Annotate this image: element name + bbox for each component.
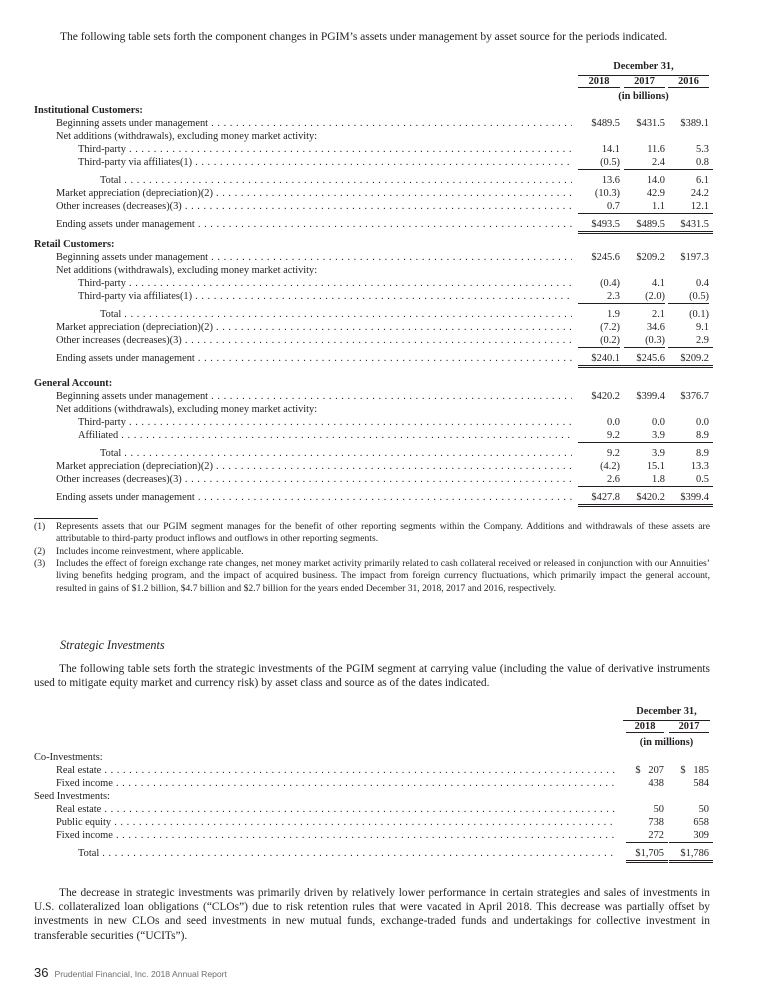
value-cell: 9.1 — [696, 322, 709, 333]
table-row: Net additions (withdrawals), excluding money market activity: — [56, 404, 318, 415]
units-label: (in billions) — [618, 91, 669, 102]
value-cell: 2.9 — [668, 334, 713, 348]
conclusion-paragraph: The decrease in strategic investments was primarily driven by relatively lower performance in certain strategies and sales of investments in U.S. collateralized loan obligations (“CLOs”) due to risk retention rules that were vacated in April 2018. This decrease was partially offset by investments in new CLOs and seed investments in new mutual funds, exchange-traded funds and undertakings for collective investment in transferable securities (“UCITs”). — [34, 887, 710, 942]
units-label: (in millions) — [639, 737, 694, 748]
value-cell: 2.3 — [578, 290, 624, 304]
value-cell: 8.9 — [696, 448, 709, 459]
value-cell: 1.8 — [624, 473, 669, 487]
ending-row: Ending assets under management . . . $427.8 $420.2 $399.4 — [0, 491, 768, 504]
total-row: Total . . . 1.9 2.1 (0.1) — [0, 308, 768, 321]
value-cell: (4.2) — [600, 461, 620, 472]
year-2017: 2017 — [624, 76, 665, 88]
strategic-header: December 31, — [636, 706, 697, 717]
value-cell: (0.2) — [578, 334, 620, 348]
table-row: Third-party via affiliates(1) . . . (0.5) 2.4 0.8 — [0, 156, 768, 169]
value-cell: 8.9 — [668, 429, 713, 443]
year-2016: 2016 — [668, 76, 709, 88]
value-cell: 2.6 — [578, 473, 624, 487]
value-cell: 42.9 — [646, 188, 665, 199]
value-cell: $489.5 — [591, 118, 620, 129]
footnote-1: (1) Represents assets that our PGIM segment manages for the benefit of other reporting segments within the Company. Additions and withdrawals of these assets are attributable to third-party product inflows and outflows in other reporting segments. — [34, 521, 710, 545]
value-cell: 0.8 — [668, 156, 713, 170]
value-cell: $376.7 — [680, 391, 709, 402]
table-row: Affiliated . . . 9.2 3.9 8.9 — [0, 429, 768, 442]
page-footer — [34, 965, 227, 980]
value-cell: 3.9 — [652, 448, 665, 459]
footer-text: Prudential Financial, Inc. 2018 Annual Report — [54, 969, 227, 979]
year-2018: 2018 — [578, 76, 620, 88]
page-number: 36 — [34, 965, 49, 980]
value-cell: (0.5) — [578, 156, 620, 170]
value-cell: $431.5 — [636, 118, 665, 129]
value-cell: 3.9 — [624, 429, 669, 443]
strategic-intro: The following table sets forth the strategic investments of the PGIM segment at carrying value (including the value of derivative instruments used to mitigate equity market and currency risk) by asset class and source as of the dates indicated. — [34, 663, 710, 690]
total-row: Total . . . 13.6 14.0 6.1 — [0, 174, 768, 187]
value-cell: $427.8 — [578, 491, 624, 507]
ending-row: Ending assets under management . . . $240.1 $245.6 $209.2 — [0, 352, 768, 365]
value-cell: 9.2 — [607, 448, 620, 459]
value-cell: $245.6 — [591, 252, 620, 263]
table-row: Net additions (withdrawals), excluding money market activity: — [56, 265, 318, 276]
value-cell: $209.2 — [668, 352, 713, 368]
value-cell: $431.5 — [668, 218, 713, 234]
seed-investments-title: Seed Investments: — [34, 791, 110, 802]
value-cell: 0.0 — [652, 417, 665, 428]
value-cell: $420.2 — [591, 391, 620, 402]
section-heading: Strategic Investments — [60, 638, 165, 652]
table-row: Market appreciation (depreciation)(2) . . . (10.3) 42.9 24.2 — [0, 187, 768, 200]
total-row: Total . . . $1,705 $1,786 — [0, 847, 768, 860]
table-row: Beginning assets under management . . . $420.2 $399.4 $376.7 — [0, 390, 768, 403]
value-cell: (10.3) — [594, 188, 620, 199]
value-cell: (7.2) — [600, 322, 620, 333]
value-cell: 14.0 — [646, 175, 665, 186]
value-cell: 13.6 — [601, 175, 620, 186]
value-cell: $209.2 — [636, 252, 665, 263]
value-cell: 9.2 — [578, 429, 624, 443]
value-cell: 12.1 — [668, 200, 713, 214]
value-cell: (0.4) — [600, 278, 620, 289]
table-row: Third-party via affiliates(1) . . . 2.3 (2.0) (0.5) — [0, 290, 768, 303]
table-row: Real estate . . . $ 207 $ 185 — [0, 764, 768, 777]
value-cell: $399.4 — [668, 491, 713, 507]
intro-text: The following table sets forth the component changes in PGIM’s assets under management by asset source for the periods indicated. — [60, 30, 668, 43]
value-cell: 34.6 — [646, 322, 665, 333]
value-cell: 2.4 — [624, 156, 669, 170]
value-cell: $389.1 — [680, 118, 709, 129]
section-title: Institutional Customers: — [34, 105, 143, 116]
value-cell: 1.1 — [624, 200, 669, 214]
value-cell: 5.3 — [696, 144, 709, 155]
value-cell: 11.6 — [647, 144, 665, 155]
year-2017: 2017 — [669, 721, 709, 733]
table-row: Public equity . . . 738 658 — [0, 816, 768, 829]
table-row: Beginning assets under management . . . $489.5 $431.5 $389.1 — [0, 117, 768, 130]
table-row: Real estate . . . 50 50 — [0, 803, 768, 816]
value-cell: 6.1 — [696, 175, 709, 186]
footnote-2: (2) Includes income reinvestment, where applicable. — [34, 546, 244, 557]
table-row: Fixed income . . . 438 584 — [0, 777, 768, 790]
value-cell: 0.0 — [696, 417, 709, 428]
value-cell: 15.1 — [646, 461, 665, 472]
table-row: Other increases (decreases)(3) . . . 0.7 1.1 12.1 — [0, 200, 768, 213]
value-cell: $399.4 — [636, 391, 665, 402]
value-cell: $245.6 — [624, 352, 669, 368]
year-2018: 2018 — [626, 721, 664, 733]
value-cell: $493.5 — [578, 218, 624, 234]
value-cell: 0.0 — [607, 417, 620, 428]
table-row: Other increases (decreases)(3) . . . (0.2) (0.3) 2.9 — [0, 334, 768, 347]
value-cell: 0.4 — [696, 278, 709, 289]
table-row: Third-party . . . 14.1 11.6 5.3 — [0, 143, 768, 156]
value-cell: (2.0) — [624, 290, 665, 304]
value-cell: 14.1 — [601, 144, 620, 155]
aum-header: December 31, — [613, 61, 674, 72]
value-cell: (0.1) — [689, 309, 709, 320]
value-cell: (0.5) — [668, 290, 709, 304]
section-title: General Account: — [34, 378, 113, 389]
value-cell: 0.7 — [578, 200, 624, 214]
table-row: Third-party . . . (0.4) 4.1 0.4 — [0, 277, 768, 290]
table-row: Beginning assets under management . . . $245.6 $209.2 $197.3 — [0, 251, 768, 264]
value-cell: $489.5 — [624, 218, 669, 234]
section-title: Retail Customers: — [34, 239, 115, 250]
ending-row: Ending assets under management . . . $493.5 $489.5 $431.5 — [0, 218, 768, 231]
table-row: Fixed income . . . 272 309 — [0, 829, 768, 842]
total-row: Total . . . 9.2 3.9 8.9 — [0, 447, 768, 460]
value-cell: 1.9 — [607, 309, 620, 320]
value-cell: 0.5 — [668, 473, 713, 487]
value-cell: $240.1 — [578, 352, 624, 368]
table-row: Third-party . . . 0.0 0.0 0.0 — [0, 416, 768, 429]
value-cell: 13.3 — [690, 461, 709, 472]
value-cell: $420.2 — [624, 491, 669, 507]
value-cell: (0.3) — [624, 334, 665, 348]
footnote-3: (3) Includes the effect of foreign exchange rate changes, net money market activity primarily related to cash collateral received or released in conjunction with our Annuities’ living benefits hedging program, and the impact of acquired business. The impact from foreign currency fluctuations, which primarily impact the general account, resulted in gains of $1.2 billion, $4.7 billion and $2.7 billion for the years ended December 31, 2018, 2017 and 2016, respectively. — [34, 558, 710, 594]
value-cell: 4.1 — [652, 278, 665, 289]
table-row: Market appreciation (depreciation)(2) . . . (4.2) 15.1 13.3 — [0, 460, 768, 473]
value-cell: 24.2 — [690, 188, 709, 199]
table-row: Other increases (decreases)(3) . . . 2.6 1.8 0.5 — [0, 473, 768, 486]
footnote-rule — [34, 518, 98, 519]
table-row: Market appreciation (depreciation)(2) . . . (7.2) 34.6 9.1 — [0, 321, 768, 334]
table-row: Net additions (withdrawals), excluding money market activity: — [56, 131, 318, 142]
co-investments-title: Co-Investments: — [34, 752, 103, 763]
value-cell: $197.3 — [680, 252, 709, 263]
value-cell: 2.1 — [652, 309, 665, 320]
